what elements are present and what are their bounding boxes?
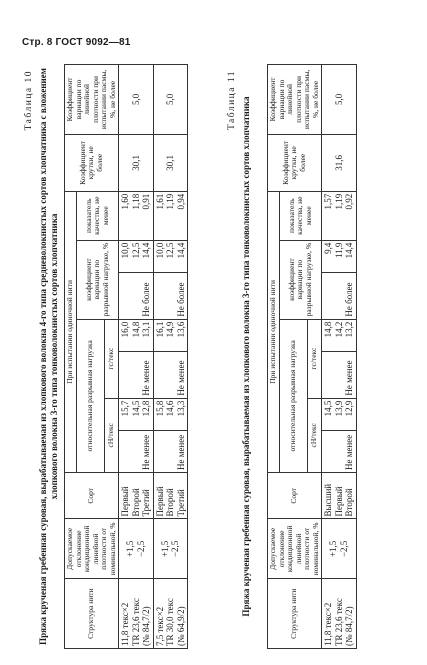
cell-gs: 14,8 14,2 13,2 xyxy=(322,319,357,352)
cell-structure: 11,8 текс×2 ТR 23,6 текс (№ 84,7/2) xyxy=(322,579,357,649)
table10-header-single-test: При испытании одиночной нити xyxy=(65,191,77,472)
table11-header-grade: Сорт xyxy=(268,473,322,519)
table11-header-cv: коэффициент вариации по разрывной нагрузке, % xyxy=(279,240,322,319)
cell-deviation: +1,5 −2,5 xyxy=(153,519,188,579)
table10-header-grade: Сорт xyxy=(65,473,119,519)
table-row xyxy=(153,65,188,649)
cell-grades: Первый Второй Третий xyxy=(153,473,188,519)
cell-twist: 30,1 xyxy=(119,134,154,191)
cell-cv: 10,0 12,5 14,4 xyxy=(153,240,188,273)
table11-header-twist: Коэффициент крутки, не более xyxy=(268,134,322,191)
table10-header-structure: Структура нити xyxy=(65,579,119,649)
table-row xyxy=(119,65,154,649)
page-header: Стр. 8 ГОСТ 9092—81 xyxy=(22,37,131,48)
cell-twist: 31,6 xyxy=(322,134,357,191)
table11-header-rel-load: относительная разрывная нагрузка xyxy=(279,319,307,472)
cell-structure: 7,5 текс×2 ТR 30,0 текс (№ 64,9/2) xyxy=(153,579,188,649)
table10-header-quality: показатель качества, не менее xyxy=(76,191,119,240)
cell-cv: 9,4 11,9 14,4 xyxy=(322,240,357,273)
cell-cn: 15,8 14,6 13,3 xyxy=(153,398,188,431)
cell-gs-prefix: Не менее xyxy=(119,352,154,398)
cell-cn: 14,5 13,9 12,9 xyxy=(322,398,357,431)
cell-structure: 11,8 текс×2 ТR 23,6 текс (№ 84,7/2) xyxy=(119,579,154,649)
rotated-content-inner xyxy=(22,64,412,649)
cell-cn: 15,7 14,5 12,8 xyxy=(119,398,154,431)
table10-header-cn: сН/текс xyxy=(104,398,118,472)
table11-header-gs: гс/текс xyxy=(307,319,321,398)
table10-header-density: Коэффициент вариации по линейной плотности при испытании пасмы, %, не более xyxy=(65,65,119,135)
cell-density: 5,0 xyxy=(119,65,154,135)
cell-deviation: +1,5 −2,5 xyxy=(119,519,154,579)
table10-header-deviation: Допускаемое отклонение кондиционной линейной плотности от номинальной, % xyxy=(65,519,119,579)
table10 xyxy=(64,64,188,649)
cell-gs-prefix: Не менее xyxy=(322,352,357,398)
table10-label: Таблица 10 xyxy=(24,70,34,131)
table11-header-quality: показатель качества, не менее xyxy=(279,191,322,240)
cell-cv-prefix: Не более xyxy=(119,273,154,319)
table10-header-cv: коэффициент вариации по разрывной нагрузке, % xyxy=(76,240,119,319)
cell-cv-prefix: Не более xyxy=(322,273,357,319)
cell-gs-prefix: Не менее xyxy=(153,352,188,398)
cell-quality: 1,60 1,18 0,91 xyxy=(119,191,154,240)
cell-quality: 1,57 1,19 0,92 xyxy=(322,191,357,240)
table10-header-twist: Коэффициент крутки, не более xyxy=(65,134,119,191)
table11-header-structure: Структура нити xyxy=(268,579,322,649)
cell-prefix: Не менее xyxy=(322,431,357,473)
table11-label: Таблица 11 xyxy=(227,70,237,131)
rotated-content xyxy=(22,64,412,649)
table11-header-deviation: Допускаемое отклонение кондиционной линейной плотности от номинальной, % xyxy=(268,519,322,579)
cell-deviation: +1,5 −2,5 xyxy=(322,519,357,579)
cell-cv-prefix: Не более xyxy=(153,273,188,319)
cell-quality: 1,61 1,19 0,94 xyxy=(153,191,188,240)
table11-header-cn: сН/текс xyxy=(307,398,321,472)
table10-title: Пряжа крученая гребенная суровая, вырабатываемая из хлопкового волокна 4-го типа средневолокнистых сортов хлопчатника с вложением хлопкового волокна 3-го типа тонковолокнистых сортов хлопчатника xyxy=(38,68,59,645)
table11-header-single-test: При испытании одиночной нити xyxy=(268,191,280,472)
cell-prefix: Не менее xyxy=(153,431,188,473)
cell-cv: 10,0 12,5 14,4 xyxy=(119,240,154,273)
table-row xyxy=(322,65,357,649)
table11-title: Пряжа крученая гребенная суровая, вырабатываемая из хлопкового волокна 3-го типа тонковолокнистых сортов хлопчатника xyxy=(241,96,251,617)
cell-density: 5,0 xyxy=(322,65,357,135)
cell-grades: Высший Первый Второй xyxy=(322,473,357,519)
cell-grades: Первый Второй Третий xyxy=(119,473,154,519)
cell-density: 5,0 xyxy=(153,65,188,135)
cell-gs: 16,1 14,9 13,6 xyxy=(153,319,188,352)
cell-prefix: Не менее xyxy=(119,431,154,473)
table10-header-rel-load: относительная разрывная нагрузка xyxy=(76,319,104,472)
table11 xyxy=(267,64,357,649)
table10-header-gs: гс/текс xyxy=(104,319,118,398)
cell-gs: 16,0 14,8 13,1 xyxy=(119,319,154,352)
table11-header-density: Коэффициент вариации по линейной плотности при испытании пасмы, %, не более xyxy=(268,65,322,135)
cell-twist: 30,1 xyxy=(153,134,188,191)
